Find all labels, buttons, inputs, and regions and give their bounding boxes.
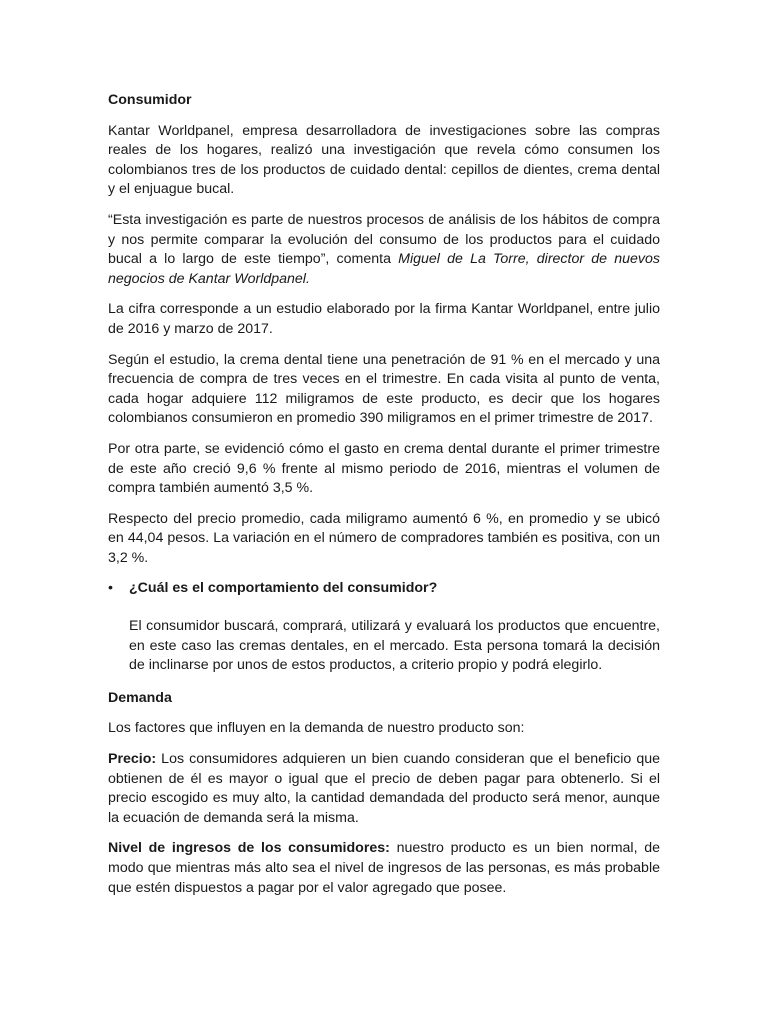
ingresos-label: Nivel de ingresos de los consumidores:	[108, 840, 390, 857]
paragraph-precio	[108, 750, 660, 828]
paragraph-price: Respecto del precio promedio, cada miligramo aumentó 6 %, en promedio y se ubicó en 44,04 pesos. La variación en el número de compradores también es positiva, con un 3,2 %.	[108, 510, 660, 566]
bullet-item-question	[108, 579, 660, 599]
section-heading-consumidor: Consumidor	[108, 92, 192, 108]
paragraph-demand-intro: Los factores que influyen en la demanda de nuestro producto son:	[108, 720, 525, 737]
paragraph-quote	[108, 211, 660, 289]
ingresos-text: nuestro producto es un bien normal, de modo que mientras más alto sea el nivel de ingresos de las personas, es más probable que estén dispuestos a pagar por el valor agregado que posee.	[108, 840, 661, 896]
paragraph-consumer-behavior: El consumidor buscará, comprará, utilizará y evaluará los productos que encuentre, en este caso las cremas dentales, en el mercado. Esta persona tomará la decisión de inclinarse por unos de estos productos, a criterio propio y podrá elegirlo.	[129, 618, 660, 674]
section-heading-demanda: Demanda	[108, 689, 172, 706]
quote-attribution: Miguel de La Torre, director de nuevos negocios de Kantar Worldpanel.	[108, 251, 660, 287]
bullet-question-text: ¿Cuál es el comportamiento del consumidor?	[129, 580, 438, 597]
paragraph-study-period: La cifra corresponde a un estudio elaborado por la firma Kantar Worldpanel, entre julio de 2016 y marzo de 2017.	[108, 301, 660, 337]
document-page	[108, 91, 660, 909]
bullet-icon: •	[108, 580, 113, 597]
precio-text: Los consumidores adquieren un bien cuando consideran que el beneficio que obtienen de él es mayor o igual que el precio de deben pagar para obtenerlo. Si el precio escogido es muy alto, la cantidad demandada del producto será menor, aunque la ecuación de demanda será la misma.	[108, 751, 660, 826]
paragraph-spending: Por otra parte, se evidenció cómo el gasto en crema dental durante el primer trimestre de este año creció 9,6 % frente al mismo periodo de 2016, mientras el volumen de compra también aumentó 3,5 %.	[108, 440, 660, 497]
paragraph-penetration: Según el estudio, la crema dental tiene una penetración de 91 % en el mercado y una frecuencia de compra de tres veces en el trimestre. En cada visita al punto de venta, cada hogar adquiere 112 miligramos de este producto, es decir que los hogares colombianos consumieron en promedio 390 miligramos en el primer trimestre de 2017.	[108, 351, 660, 427]
paragraph-ingresos	[108, 839, 660, 898]
paragraph-kantar-intro: Kantar Worldpanel, empresa desarrolladora de investigaciones sobre las compras reales de los hogares, realizó una investigación que revela cómo consumen los colombianos tres de los productos de cuidado dental: cepillos de dientes, crema dental y el enjuague bucal.	[108, 122, 660, 198]
precio-label: Precio:	[108, 751, 157, 768]
quote-text: “Esta investigación es parte de nuestros procesos de análisis de los hábitos de compra y nos permite comparar la evolución del consumo de los productos para el cuidado bucal a lo largo de este tiempo”, comenta	[108, 211, 660, 268]
